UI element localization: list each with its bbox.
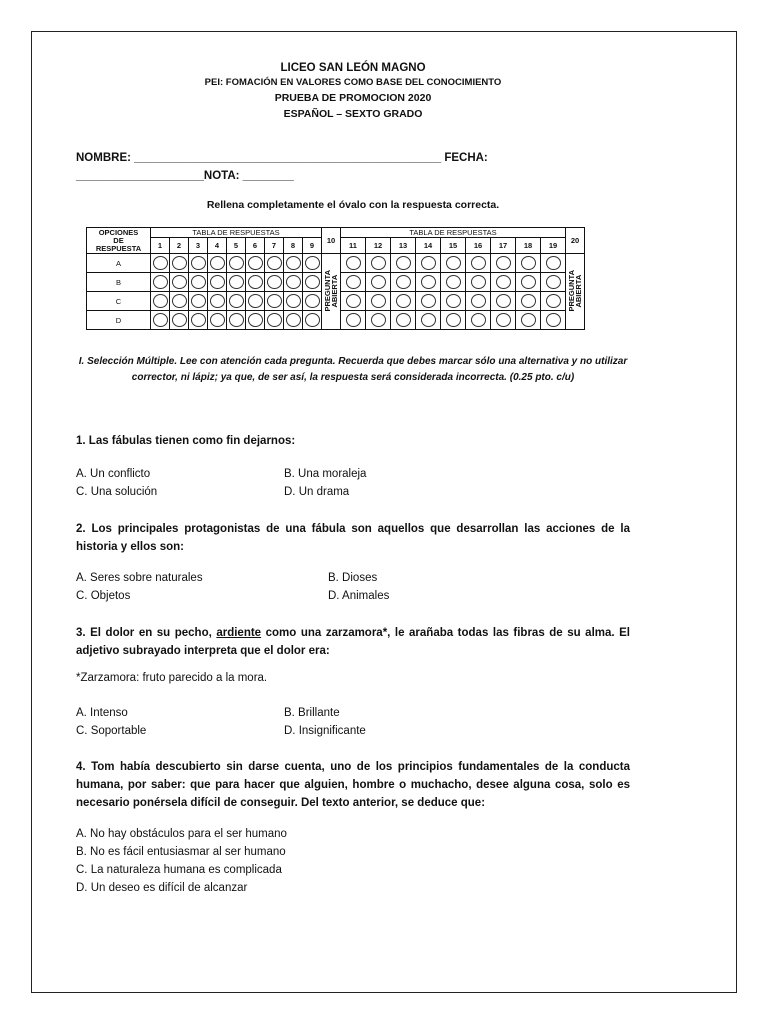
answer-bubble-cell[interactable] bbox=[246, 273, 265, 292]
column-header: 2 bbox=[170, 238, 189, 254]
answer-bubble[interactable] bbox=[229, 256, 244, 270]
answer-bubble[interactable] bbox=[172, 256, 187, 270]
answer-bubble-cell[interactable] bbox=[441, 292, 466, 311]
answer-bubble[interactable] bbox=[496, 313, 511, 327]
answer-bubble-cell[interactable] bbox=[466, 254, 491, 273]
answer-bubble-cell[interactable] bbox=[441, 254, 466, 273]
q3-option-c[interactable]: C. Soportable bbox=[76, 725, 147, 737]
answer-bubble-cell[interactable] bbox=[284, 311, 303, 330]
answer-bubble[interactable] bbox=[248, 275, 263, 289]
answer-bubble-cell[interactable] bbox=[151, 254, 170, 273]
q1-option-a[interactable]: A. Un conflicto bbox=[76, 468, 151, 480]
answer-bubble[interactable] bbox=[191, 275, 206, 289]
answer-bubble[interactable] bbox=[172, 275, 187, 289]
subject-line: ESPAÑOL – SEXTO GRADO bbox=[283, 108, 423, 120]
answer-bubble[interactable] bbox=[267, 256, 282, 270]
answer-bubble-cell[interactable] bbox=[208, 311, 227, 330]
answer-bubble-cell[interactable] bbox=[189, 254, 208, 273]
column-20-header: 20 bbox=[566, 228, 585, 254]
answer-bubble[interactable] bbox=[191, 256, 206, 270]
answer-bubble[interactable] bbox=[446, 275, 461, 289]
answer-bubble[interactable] bbox=[421, 275, 436, 289]
column-header: 4 bbox=[208, 238, 227, 254]
answer-bubble[interactable] bbox=[346, 313, 361, 327]
underlined-adjective: ardiente bbox=[216, 627, 262, 639]
exam-title: PRUEBA DE PROMOCION 2020 bbox=[274, 92, 432, 104]
answer-bubble[interactable] bbox=[346, 275, 361, 289]
answer-bubble[interactable] bbox=[267, 294, 282, 308]
question-2-text: Los principales protagonistas de una fábula son aquellos que desarrollan las acciones de la historia y ellos son: bbox=[76, 523, 630, 553]
q3-option-a[interactable]: A. Intenso bbox=[76, 707, 128, 719]
answer-bubble-cell[interactable] bbox=[227, 254, 246, 273]
answer-bubble-cell[interactable] bbox=[416, 311, 441, 330]
answer-bubble-cell[interactable] bbox=[341, 292, 366, 311]
answer-bubble[interactable] bbox=[153, 294, 168, 308]
answer-bubble[interactable] bbox=[267, 313, 282, 327]
answer-bubble[interactable] bbox=[396, 294, 411, 308]
column-header: 1 bbox=[151, 238, 170, 254]
question-4-text: Tom había descubierto sin darse cuenta, uno de los principios fundamentales de la conducta humana, por saber: que para hacer que alguien, hombre o muchacho, desee alguna cosa, solo es necesario ponérsela difícil de conseguir. Del texto anterior, se deduce que: bbox=[76, 761, 630, 809]
answer-bubble-cell[interactable] bbox=[246, 292, 265, 311]
open-question-20: PREGUNTA ABIERTA bbox=[566, 254, 585, 330]
answer-bubble[interactable] bbox=[446, 294, 461, 308]
answer-bubble-cell[interactable] bbox=[391, 273, 416, 292]
column-header: 19 bbox=[541, 238, 566, 254]
answer-bubble[interactable] bbox=[546, 294, 561, 308]
pei-line: PEI: FOMACIÓN EN VALORES COMO BASE DEL CONOCIMIENTO bbox=[204, 77, 502, 88]
answer-bubble-cell[interactable] bbox=[416, 292, 441, 311]
answer-bubble-cell[interactable] bbox=[541, 292, 566, 311]
answer-bubble[interactable] bbox=[286, 313, 301, 327]
answer-bubble[interactable] bbox=[546, 256, 561, 270]
answer-bubble-cell[interactable] bbox=[246, 254, 265, 273]
answer-bubble[interactable] bbox=[396, 256, 411, 270]
answer-bubble-cell[interactable] bbox=[366, 273, 391, 292]
answer-bubble[interactable] bbox=[521, 256, 536, 270]
option-row-label: B bbox=[87, 273, 151, 292]
answer-bubble[interactable] bbox=[229, 294, 244, 308]
answer-bubble-cell[interactable] bbox=[416, 254, 441, 273]
question-1: 1. Las fábulas tienen como fin dejarnos: bbox=[76, 435, 296, 447]
answer-bubble-cell[interactable] bbox=[516, 292, 541, 311]
answer-bubble-cell[interactable] bbox=[391, 311, 416, 330]
answer-bubble[interactable] bbox=[371, 275, 386, 289]
school-name: LICEO SAN LEÓN MAGNO bbox=[280, 62, 426, 74]
answer-bubble[interactable] bbox=[521, 294, 536, 308]
answer-bubble-cell[interactable] bbox=[541, 254, 566, 273]
answer-bubble-cell[interactable] bbox=[541, 273, 566, 292]
column-header: 9 bbox=[303, 238, 322, 254]
q4-option-c[interactable]: C. La naturaleza humana es complicada bbox=[76, 864, 282, 876]
column-header: 15 bbox=[441, 238, 466, 254]
answer-bubble-cell[interactable] bbox=[227, 311, 246, 330]
answer-bubble-cell[interactable] bbox=[366, 254, 391, 273]
answer-bubble[interactable] bbox=[248, 256, 263, 270]
answer-bubble-cell[interactable] bbox=[341, 273, 366, 292]
answer-bubble-cell[interactable] bbox=[416, 273, 441, 292]
q4-option-a[interactable]: A. No hay obstáculos para el ser humano bbox=[76, 828, 287, 840]
answer-bubble[interactable] bbox=[191, 294, 206, 308]
answer-bubble[interactable] bbox=[153, 275, 168, 289]
answer-bubble[interactable] bbox=[210, 275, 225, 289]
column-header: 11 bbox=[341, 238, 366, 254]
answer-bubble[interactable] bbox=[153, 313, 168, 327]
answer-bubble[interactable] bbox=[210, 294, 225, 308]
open-question-10: PREGUNTA ABIERTA bbox=[322, 254, 341, 330]
answer-bubble[interactable] bbox=[446, 256, 461, 270]
answer-bubble-cell[interactable] bbox=[208, 254, 227, 273]
answer-bubble-cell[interactable] bbox=[541, 311, 566, 330]
answer-bubble[interactable] bbox=[305, 275, 320, 289]
grade-field[interactable]: ____________________NOTA: ________ bbox=[76, 170, 294, 182]
answer-bubble-cell[interactable] bbox=[466, 292, 491, 311]
answer-bubble-cell[interactable] bbox=[491, 311, 516, 330]
column-header: 14 bbox=[416, 238, 441, 254]
answer-bubble-cell[interactable] bbox=[208, 273, 227, 292]
answer-bubble-cell[interactable] bbox=[151, 273, 170, 292]
answer-bubble[interactable] bbox=[421, 313, 436, 327]
answer-bubble-cell[interactable] bbox=[170, 292, 189, 311]
answer-bubble-cell[interactable] bbox=[189, 311, 208, 330]
answer-bubble-cell[interactable] bbox=[246, 311, 265, 330]
answer-bubble[interactable] bbox=[248, 294, 263, 308]
answer-bubble-cell[interactable] bbox=[284, 273, 303, 292]
answer-bubble[interactable] bbox=[471, 294, 486, 308]
answer-bubble-cell[interactable] bbox=[441, 273, 466, 292]
answer-bubble-cell[interactable] bbox=[265, 254, 284, 273]
answer-bubble-cell[interactable] bbox=[151, 311, 170, 330]
answer-bubble-cell[interactable] bbox=[284, 254, 303, 273]
answer-bubble-cell[interactable] bbox=[208, 292, 227, 311]
answer-bubble-cell[interactable] bbox=[366, 311, 391, 330]
answer-bubble-cell[interactable] bbox=[303, 292, 322, 311]
answer-bubble-cell[interactable] bbox=[491, 292, 516, 311]
answer-bubble[interactable] bbox=[446, 313, 461, 327]
answer-bubble[interactable] bbox=[496, 256, 511, 270]
answer-bubble-cell[interactable] bbox=[391, 254, 416, 273]
answer-bubble[interactable] bbox=[305, 313, 320, 327]
section-instructions: I. Selección Múltiple. Lee con atención cada pregunta. Recuerda que debes marcar sólo una alternativa y no utilizar corrector, ni lápiz; ya que, de ser así, la respuesta será considerada incorrecta. (0.25 pto. c/u) bbox=[78, 356, 628, 383]
options-header: OPCIONES DE RESPUESTA bbox=[87, 228, 151, 254]
answer-bubble-cell[interactable] bbox=[284, 292, 303, 311]
answer-bubble[interactable] bbox=[286, 275, 301, 289]
answer-bubble[interactable] bbox=[371, 294, 386, 308]
answer-bubble[interactable] bbox=[496, 275, 511, 289]
answer-bubble[interactable] bbox=[396, 275, 411, 289]
option-row-label: D bbox=[87, 311, 151, 330]
answer-bubble[interactable] bbox=[346, 256, 361, 270]
answer-bubble[interactable] bbox=[286, 256, 301, 270]
column-header: 18 bbox=[516, 238, 541, 254]
answer-bubble-cell[interactable] bbox=[303, 273, 322, 292]
answer-bubble-cell[interactable] bbox=[466, 311, 491, 330]
answer-bubble[interactable] bbox=[546, 275, 561, 289]
answer-bubble-cell[interactable] bbox=[341, 254, 366, 273]
answer-bubble[interactable] bbox=[153, 256, 168, 270]
column-header: 5 bbox=[227, 238, 246, 254]
option-row-label: A bbox=[87, 254, 151, 273]
answer-bubble-cell[interactable] bbox=[491, 273, 516, 292]
column-header: 13 bbox=[391, 238, 416, 254]
answer-bubble[interactable] bbox=[346, 294, 361, 308]
answer-bubble[interactable] bbox=[267, 275, 282, 289]
question-3: 3. El dolor en su pecho, ardiente como una zarzamora*, le arañaba todas las fibras de su alma. El adjetivo subrayado interpreta que el dolor era: bbox=[76, 627, 630, 657]
answer-bubble-cell[interactable] bbox=[391, 292, 416, 311]
answer-bubble[interactable] bbox=[396, 313, 411, 327]
q1-option-d[interactable]: D. Un drama bbox=[284, 486, 350, 498]
answer-bubble[interactable] bbox=[496, 294, 511, 308]
name-date-field[interactable]: NOMBRE: ________________________________________________ FECHA: bbox=[76, 152, 488, 164]
answer-bubble[interactable] bbox=[210, 256, 225, 270]
answer-bubble-cell[interactable] bbox=[227, 273, 246, 292]
q1-option-b[interactable]: B. Una moraleja bbox=[284, 468, 367, 480]
column-header: 7 bbox=[265, 238, 284, 254]
answer-bubble[interactable] bbox=[191, 313, 206, 327]
answer-bubble-cell[interactable] bbox=[516, 254, 541, 273]
q2-option-a[interactable]: A. Seres sobre naturales bbox=[76, 572, 203, 584]
question-4: 4. Tom había descubierto sin darse cuenta, uno de los principios fundamentales de la conducta humana, por saber: que para hacer que alguien, hombre o muchacho, desee alguna cosa, solo es necesario ponérsela difícil de conseguir. Del texto anterior, se deduce que: bbox=[76, 761, 630, 809]
answer-bubble[interactable] bbox=[172, 313, 187, 327]
answer-bubble-cell[interactable] bbox=[227, 292, 246, 311]
q3-option-d[interactable]: D. Insignificante bbox=[284, 725, 366, 737]
fill-instruction: Rellena completamente el óvalo con la respuesta correcta. bbox=[206, 199, 500, 211]
answer-bubble-cell[interactable] bbox=[516, 273, 541, 292]
answer-bubble[interactable] bbox=[421, 256, 436, 270]
answer-bubble-cell[interactable] bbox=[491, 254, 516, 273]
answer-bubble[interactable] bbox=[229, 313, 244, 327]
answer-bubble-cell[interactable] bbox=[151, 292, 170, 311]
table-title-left: TABLA DE RESPUESTAS bbox=[151, 228, 322, 238]
column-10-header: 10 bbox=[322, 228, 341, 254]
answer-bubble-cell[interactable] bbox=[516, 311, 541, 330]
answer-bubble[interactable] bbox=[546, 313, 561, 327]
question-2: 2. Los principales protagonistas de una fábula son aquellos que desarrollan las acciones de la historia y ellos son: bbox=[76, 523, 630, 553]
option-row-label: C bbox=[87, 292, 151, 311]
answer-bubble-cell[interactable] bbox=[303, 254, 322, 273]
answer-bubble-cell[interactable] bbox=[341, 311, 366, 330]
q3-footnote: *Zarzamora: fruto parecido a la mora. bbox=[76, 672, 268, 684]
answer-bubble-cell[interactable] bbox=[189, 273, 208, 292]
answer-bubble-cell[interactable] bbox=[303, 311, 322, 330]
answer-bubble[interactable] bbox=[305, 256, 320, 270]
answer-bubble[interactable] bbox=[371, 256, 386, 270]
answer-bubble[interactable] bbox=[471, 313, 486, 327]
answer-table bbox=[86, 227, 585, 330]
answer-bubble-cell[interactable] bbox=[170, 273, 189, 292]
answer-bubble[interactable] bbox=[172, 294, 187, 308]
answer-bubble-cell[interactable] bbox=[170, 254, 189, 273]
q2-option-c[interactable]: C. Objetos bbox=[76, 590, 131, 602]
column-header: 16 bbox=[466, 238, 491, 254]
q3-option-b[interactable]: B. Brillante bbox=[284, 707, 340, 719]
answer-bubble[interactable] bbox=[305, 294, 320, 308]
column-header: 8 bbox=[284, 238, 303, 254]
answer-bubble-cell[interactable] bbox=[189, 292, 208, 311]
q4-option-d[interactable]: D. Un deseo es difícil de alcanzar bbox=[76, 882, 248, 894]
column-header: 6 bbox=[246, 238, 265, 254]
answer-bubble-cell[interactable] bbox=[265, 273, 284, 292]
answer-bubble[interactable] bbox=[521, 275, 536, 289]
answer-bubble[interactable] bbox=[286, 294, 301, 308]
table-title-right: TABLA DE RESPUESTAS bbox=[341, 228, 566, 238]
answer-bubble[interactable] bbox=[521, 313, 536, 327]
answer-bubble[interactable] bbox=[248, 313, 263, 327]
column-header: 12 bbox=[366, 238, 391, 254]
answer-bubble-cell[interactable] bbox=[366, 292, 391, 311]
answer-bubble-cell[interactable] bbox=[265, 292, 284, 311]
column-header: 3 bbox=[189, 238, 208, 254]
q2-option-b[interactable]: B. Dioses bbox=[328, 572, 378, 584]
answer-bubble-cell[interactable] bbox=[170, 311, 189, 330]
answer-bubble[interactable] bbox=[371, 313, 386, 327]
answer-bubble-cell[interactable] bbox=[466, 273, 491, 292]
answer-bubble[interactable] bbox=[229, 275, 244, 289]
answer-bubble[interactable] bbox=[210, 313, 225, 327]
q2-option-d[interactable]: D. Animales bbox=[328, 590, 390, 602]
question-1-text: Las fábulas tienen como fin dejarnos: bbox=[88, 435, 296, 447]
q1-option-c[interactable]: C. Una solución bbox=[76, 486, 158, 498]
answer-bubble-cell[interactable] bbox=[265, 311, 284, 330]
answer-bubble[interactable] bbox=[421, 294, 436, 308]
column-header: 17 bbox=[491, 238, 516, 254]
answer-bubble[interactable] bbox=[471, 275, 486, 289]
q4-option-b[interactable]: B. No es fácil entusiasmar al ser humano bbox=[76, 846, 286, 858]
answer-bubble[interactable] bbox=[471, 256, 486, 270]
answer-bubble-cell[interactable] bbox=[441, 311, 466, 330]
